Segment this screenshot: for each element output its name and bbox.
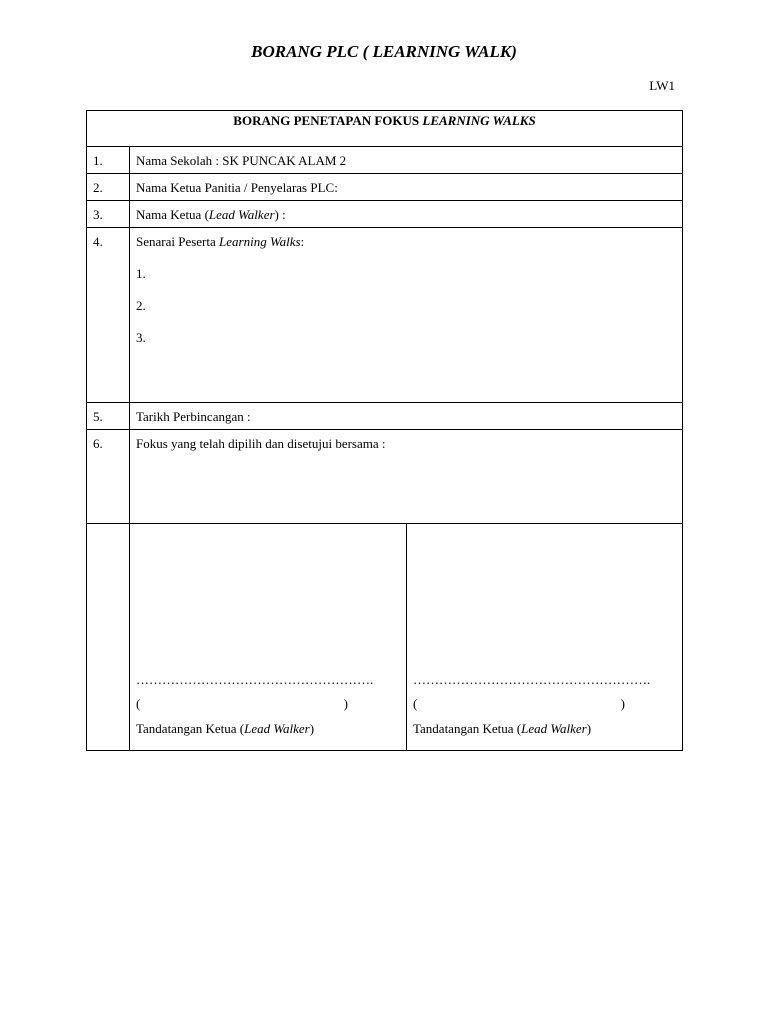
row-number: 2. [87, 174, 130, 201]
signature-label [413, 721, 591, 737]
label-prefix: Tandatangan Ketua ( [136, 721, 245, 736]
form-code: LW1 [649, 78, 675, 93]
row-participants [87, 228, 683, 403]
row-number: 5. [87, 403, 130, 430]
signature-label [136, 721, 314, 737]
label-prefix: Tandatangan Ketua ( [413, 721, 522, 736]
label-italic: Lead Walker [244, 721, 310, 736]
signature-block-right[interactable] [407, 524, 682, 750]
label-suffix: ) : [274, 207, 286, 222]
panel-head-field[interactable]: Nama Ketua Panitia / Penyelaras PLC: [130, 174, 683, 201]
label-italic: Lead Walker [521, 721, 587, 736]
name-brackets [413, 696, 625, 712]
signature-line: ………………………………………………. [413, 672, 651, 687]
participants-field[interactable] [130, 228, 683, 403]
label-prefix: Nama Ketua ( [136, 207, 209, 222]
row-number: 4. [87, 228, 130, 403]
label-suffix: ) [586, 721, 592, 736]
learning-walk-form [86, 110, 683, 751]
signature-line: ………………………………………………. [136, 672, 374, 687]
document-title: BORANG PLC ( LEARNING WALK) [251, 42, 517, 61]
close-bracket: ) [343, 696, 348, 711]
participant-item[interactable]: 1. [136, 266, 146, 281]
row-panel-head [87, 174, 683, 201]
name-brackets [136, 696, 348, 712]
form-header [87, 111, 683, 147]
participant-item[interactable]: 2. [136, 298, 146, 313]
label-italic: Lead Walker [208, 207, 275, 222]
school-name-field[interactable]: Nama Sekolah : SK PUNCAK ALAM 2 [130, 147, 683, 174]
participants-label [136, 234, 682, 250]
label-italic: Learning Walks [219, 234, 301, 249]
row-number: 1. [87, 147, 130, 174]
row-lead-walker [87, 201, 683, 228]
focus-field[interactable]: Fokus yang telah dipilih dan disetujui bersama : [130, 430, 683, 524]
row-number: 6. [87, 430, 130, 524]
close-bracket: ) [620, 696, 625, 711]
row-signatures [87, 524, 683, 751]
row-number: 3. [87, 201, 130, 228]
signature-cell [130, 524, 683, 751]
open-bracket: ( [413, 696, 418, 711]
signature-block-left[interactable] [130, 524, 407, 750]
label-prefix: Senarai Peserta [136, 234, 216, 249]
form-header-row [87, 111, 683, 147]
row-discussion-date [87, 403, 683, 430]
form-header-italic: LEARNING WALKS [422, 113, 536, 128]
row-number-empty [87, 524, 130, 751]
label-suffix: : [300, 234, 305, 249]
open-bracket: ( [136, 696, 141, 711]
discussion-date-field[interactable]: Tarikh Perbincangan : [130, 403, 683, 430]
row-focus [87, 430, 683, 524]
label-suffix: ) [309, 721, 315, 736]
participant-item[interactable]: 3. [136, 330, 146, 345]
form-header-prefix: BORANG PENETAPAN FOKUS [233, 113, 420, 128]
row-school-name [87, 147, 683, 174]
lead-walker-field[interactable] [130, 201, 683, 228]
